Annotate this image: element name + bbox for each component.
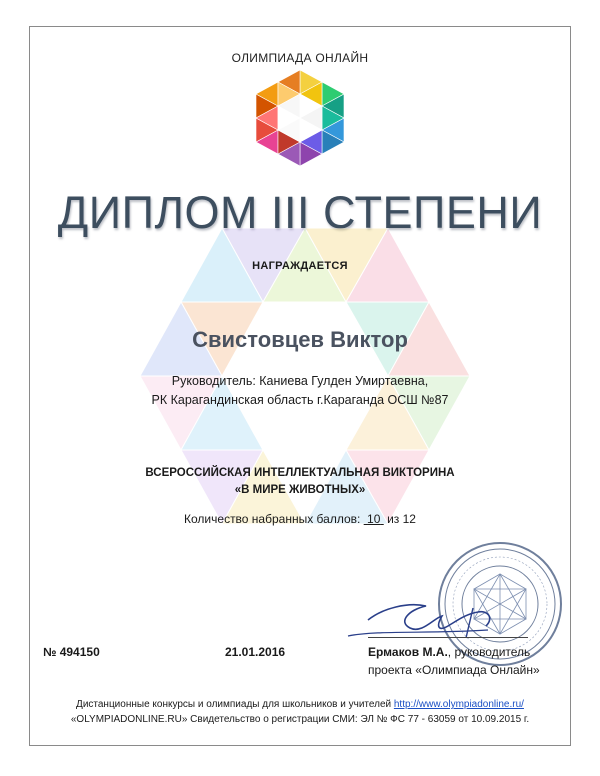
recipient-name: Свистовцев Виктор (192, 327, 408, 352)
leader-info (0, 372, 600, 410)
diploma-title: ДИПЛОМ III СТЕПЕНИ (57, 187, 543, 238)
signature-line (368, 637, 528, 638)
director-name: Ермаков М.А. (368, 645, 448, 659)
brand-name: ОЛИМПИАДА ОНЛАЙН (231, 51, 369, 65)
score-max: из 12 (387, 512, 416, 526)
footer-text: Дистанционные конкурсы и олимпиады для школьников и учителей (76, 699, 392, 710)
diploma-number: № 494150 (43, 645, 100, 659)
olympiad-logo (256, 70, 344, 166)
footer (0, 697, 600, 727)
director-role: , руководитель (447, 645, 531, 659)
awarded-label: НАГРАЖДАЕТСЯ (252, 260, 348, 272)
issue-date: 21.01.2016 (225, 645, 286, 659)
score-label: Количество набранных баллов: (184, 512, 361, 526)
leader-line: Руководитель: Каниева Гулден Умиртаевна, (171, 374, 429, 388)
director-project: проекта «Олимпиада Онлайн» (368, 663, 540, 677)
score-line (0, 512, 600, 526)
school-line: РК Карагандинская область г.Караганда ОСШ №87 (151, 393, 449, 407)
contest-info (0, 465, 600, 499)
director-info (368, 643, 540, 679)
contest-name: «В МИРЕ ЖИВОТНЫХ» (234, 484, 366, 496)
score-value: 10 (367, 512, 381, 526)
website-link[interactable]: http://www.olympiadonline.ru/ (393, 699, 524, 710)
director-signature (338, 590, 518, 648)
contest-type: ВСЕРОССИЙСКАЯ ИНТЕЛЛЕКТУАЛЬНАЯ ВИКТОРИНА (145, 467, 455, 479)
registration-info: «OLYMPIADONLINE.RU» Свидетельство о регистрации СМИ: ЭЛ № ФС 77 - 63059 от 10.09.2015 г. (70, 714, 530, 725)
